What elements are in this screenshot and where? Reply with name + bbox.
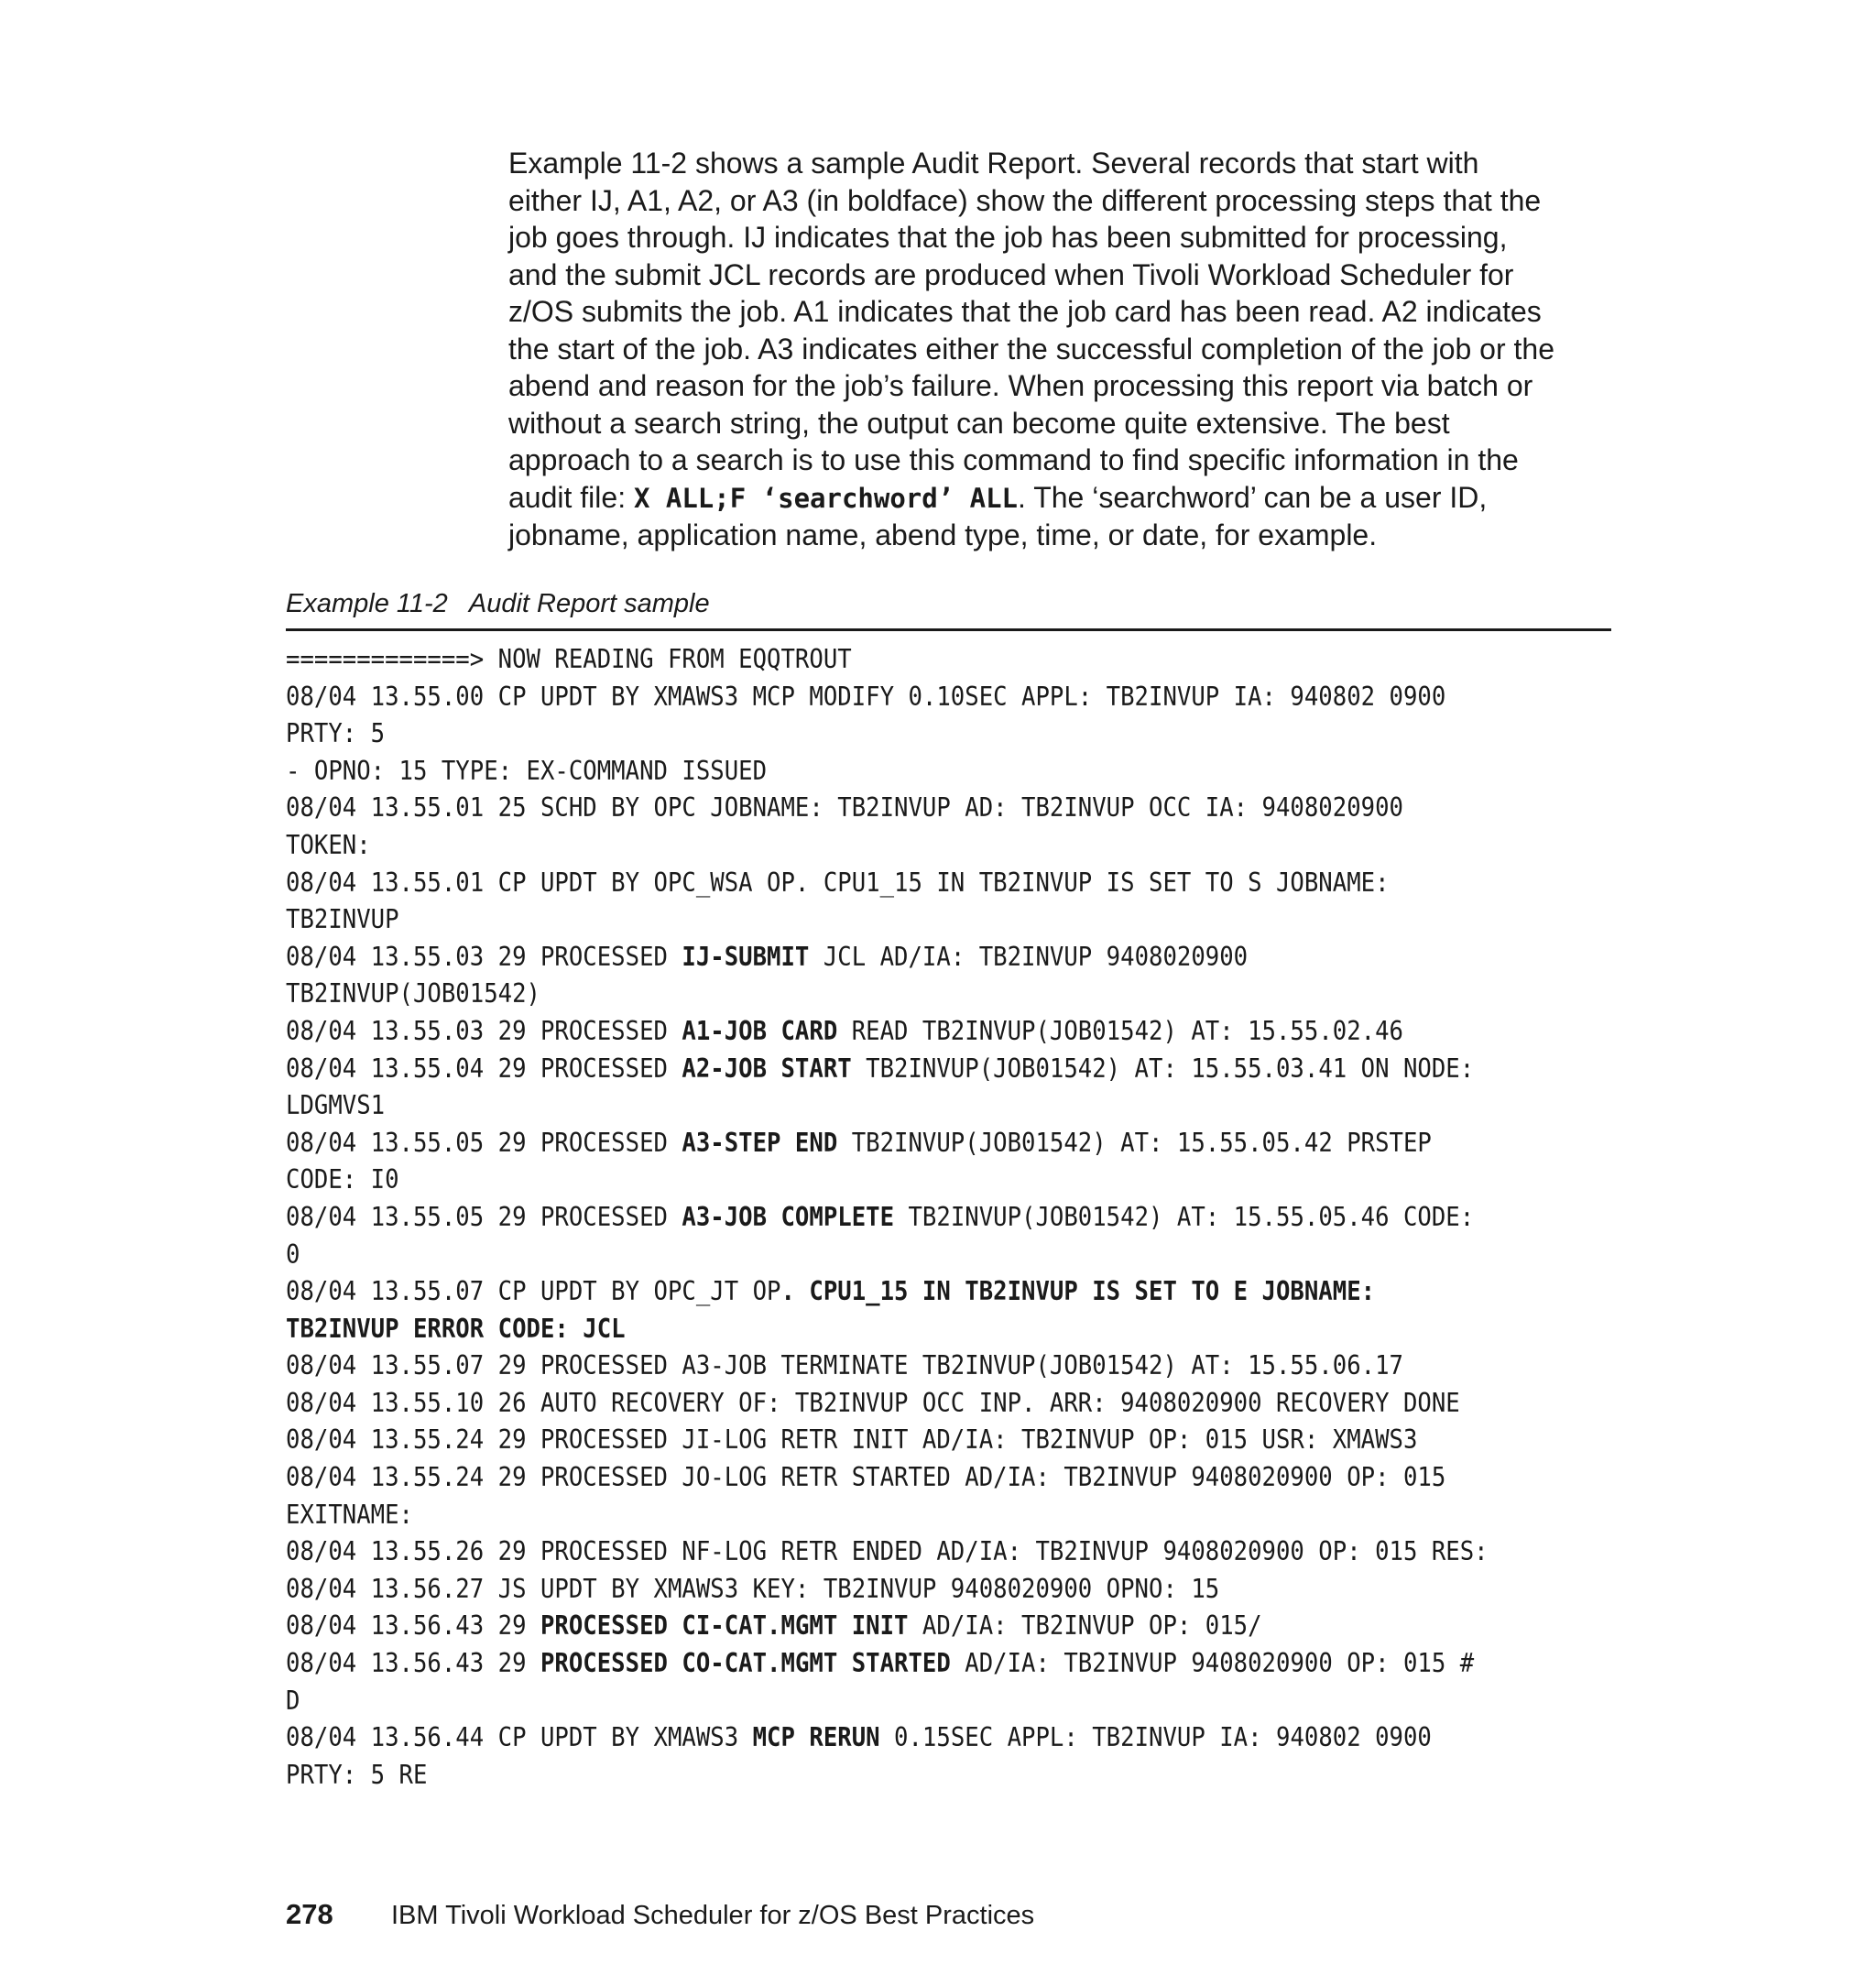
code-segment: JCL AD/IA: TB2INVUP 9408020900 (809, 941, 1249, 972)
code-bold-segment: PROCESSED CO-CAT.MGMT STARTED (540, 1648, 951, 1679)
code-bold-segment: . CPU1_15 IN TB2INVUP IS SET TO E JOBNAME: (780, 1276, 1376, 1307)
code-segment: 08/04 13.56.43 29 (286, 1648, 540, 1679)
code-line (286, 1459, 1489, 1497)
code-line (286, 1422, 1489, 1459)
code-bold-segment: A3-STEP END (682, 1127, 838, 1158)
code-line (286, 1125, 1489, 1162)
code-segment: 08/04 13.55.01 25 SCHD BY OPC JOBNAME: TB2INVUP AD: TB2INVUP OCC IA: 9408020900 (286, 792, 1403, 824)
caption-rule (286, 628, 1611, 631)
search-command: X ALL;F ‘searchword’ ALL (633, 482, 1018, 514)
code-line (286, 1645, 1489, 1683)
code-segment: 08/04 13.55.05 29 PROCESSED (286, 1201, 682, 1232)
code-segment: 08/04 13.55.05 29 PROCESSED (286, 1127, 682, 1158)
intro-paragraph (508, 145, 1608, 554)
code-segment: 0 (286, 1239, 300, 1270)
code-bold-segment: IJ-SUBMIT (682, 941, 810, 972)
code-line (286, 1757, 1489, 1795)
paragraph-line: Example 11-2 shows a sample Audit Report. Several records that start with (508, 147, 1479, 180)
code-segment: TB2INVUP(JOB01542) (286, 978, 540, 1009)
code-line (286, 1683, 1489, 1720)
code-segment: LDGMVS1 (286, 1090, 386, 1121)
paragraph-text: audit file: (508, 480, 634, 514)
code-line (286, 1533, 1489, 1571)
code-line (286, 1273, 1489, 1311)
code-bold-segment: PROCESSED CI-CAT.MGMT INIT (540, 1610, 909, 1642)
code-line (286, 1608, 1489, 1645)
code-line (286, 715, 1489, 753)
code-segment: TB2INVUP (286, 904, 399, 935)
code-line (286, 790, 1489, 827)
code-line (286, 1162, 1489, 1199)
paragraph-line: z/OS submits the job. A1 indicates that the job card has been read. A2 indicates (508, 295, 1542, 328)
code-line (286, 1497, 1489, 1534)
example-caption: Example 11-2 Audit Report sample (286, 589, 710, 618)
paragraph-line: without a search string, the output can become quite extensive. The best (508, 406, 1450, 440)
code-segment: 08/04 13.55.07 29 PROCESSED A3-JOB TERMINATE TB2INVUP(JOB01542) AT: 15.55.06.17 (286, 1350, 1403, 1381)
code-segment: 08/04 13.55.03 29 PROCESSED (286, 941, 682, 972)
code-segment: PRTY: 5 RE (286, 1759, 428, 1790)
code-segment: 08/04 13.56.27 JS UPDT BY XMAWS3 KEY: TB2INVUP 9408020900 OPNO: 15 (286, 1573, 1220, 1604)
code-line (286, 1013, 1489, 1051)
code-segment: D (286, 1685, 300, 1716)
paragraph-line: approach to a search is to use this command to find specific information in the (508, 443, 1519, 476)
code-segment: TOKEN: (286, 829, 371, 860)
code-line (286, 1087, 1489, 1125)
paragraph-line: either IJ, A1, A2, or A3 (in boldface) show the different processing steps that the (508, 183, 1542, 217)
code-bold-segment: A3-JOB COMPLETE (682, 1201, 895, 1232)
book-title: IBM Tivoli Workload Scheduler for z/OS Best Practices (391, 1901, 1035, 1930)
code-segment: AD/IA: TB2INVUP OP: 015/ (908, 1610, 1262, 1642)
code-segment: CODE: I0 (286, 1164, 399, 1195)
code-line (286, 1199, 1489, 1237)
code-line (286, 1311, 1489, 1348)
paragraph-line (508, 479, 1608, 518)
page-footer (286, 1896, 1034, 1934)
code-segment: 08/04 13.56.43 29 (286, 1610, 540, 1642)
code-line (286, 865, 1489, 902)
code-line (286, 753, 1489, 791)
code-line (286, 827, 1489, 865)
code-bold-segment: A1-JOB CARD (682, 1015, 838, 1046)
code-segment: 08/04 13.55.01 CP UPDT BY OPC_WSA OP. CPU1_15 IN TB2INVUP IS SET TO S JOBNAME: (286, 867, 1390, 898)
code-line (286, 976, 1489, 1013)
code-line (286, 1719, 1489, 1757)
code-segment: 08/04 13.55.10 26 AUTO RECOVERY OF: TB2INVUP OCC INP. ARR: 9408020900 RECOVERY DONE (286, 1387, 1460, 1418)
code-line (286, 1348, 1489, 1385)
paragraph-line: and the submit JCL records are produced when Tivoli Workload Scheduler for (508, 257, 1514, 291)
code-bold-segment: A2-JOB START (682, 1053, 852, 1084)
code-segment: - OPNO: 15 TYPE: EX-COMMAND ISSUED (286, 755, 768, 786)
code-segment: EXITNAME: (286, 1499, 413, 1530)
code-segment: 0.15SEC APPL: TB2INVUP IA: 940802 0900 (879, 1722, 1432, 1753)
code-line (286, 901, 1489, 939)
code-segment: READ TB2INVUP(JOB01542) AT: 15.55.02.46 (837, 1015, 1403, 1046)
code-segment: 08/04 13.55.04 29 PROCESSED (286, 1053, 682, 1084)
code-line (286, 1237, 1489, 1274)
code-bold-segment: MCP RERUN (752, 1722, 880, 1753)
code-line (286, 939, 1489, 977)
code-line (286, 1051, 1489, 1088)
code-line (286, 1571, 1489, 1609)
audit-report-code-block (286, 641, 1489, 1794)
code-line (286, 679, 1489, 716)
code-segment: 08/04 13.56.44 CP UPDT BY XMAWS3 (286, 1722, 753, 1753)
paragraph-line: abend and reason for the job’s failure. When processing this report via batch or (508, 369, 1533, 402)
code-segment: TB2INVUP(JOB01542) AT: 15.55.05.42 PRSTEP (837, 1127, 1432, 1158)
paragraph-line: the start of the job. A3 indicates either the successful completion of the job or the (508, 332, 1554, 366)
code-segment: 08/04 13.55.07 CP UPDT BY OPC_JT OP (286, 1276, 781, 1307)
code-segment: AD/IA: TB2INVUP 9408020900 OP: 015 # (950, 1648, 1475, 1679)
code-segment: PRTY: 5 (286, 718, 386, 749)
code-segment: 08/04 13.55.00 CP UPDT BY XMAWS3 MCP MODIFY 0.10SEC APPL: TB2INVUP IA: 940802 0900 (286, 681, 1446, 712)
code-segment: 08/04 13.55.03 29 PROCESSED (286, 1015, 682, 1046)
code-segment: TB2INVUP(JOB01542) AT: 15.55.03.41 ON NODE: (851, 1053, 1475, 1084)
paragraph-text: . The ‘searchword’ can be a user ID, (1018, 480, 1488, 514)
code-segment: =============> NOW READING FROM EQQTROUT (286, 644, 852, 674)
code-line (286, 641, 1489, 679)
code-segment: 08/04 13.55.24 29 PROCESSED JI-LOG RETR INIT AD/IA: TB2INVUP OP: 015 USR: XMAWS3 (286, 1424, 1418, 1456)
code-segment: 08/04 13.55.24 29 PROCESSED JO-LOG RETR STARTED AD/IA: TB2INVUP 9408020900 OP: 015 (286, 1462, 1446, 1493)
code-segment: TB2INVUP(JOB01542) AT: 15.55.05.46 CODE: (894, 1201, 1475, 1232)
code-segment: 08/04 13.55.26 29 PROCESSED NF-LOG RETR ENDED AD/IA: TB2INVUP 9408020900 OP: 015 RES: (286, 1536, 1489, 1567)
code-bold-segment: TB2INVUP ERROR CODE: JCL (286, 1313, 626, 1344)
paragraph-line: jobname, application name, abend type, time, or date, for example. (508, 518, 1378, 551)
code-line (286, 1385, 1489, 1423)
page-number: 278 (286, 1898, 333, 1930)
paragraph-line: job goes through. IJ indicates that the job has been submitted for processing, (508, 221, 1508, 254)
